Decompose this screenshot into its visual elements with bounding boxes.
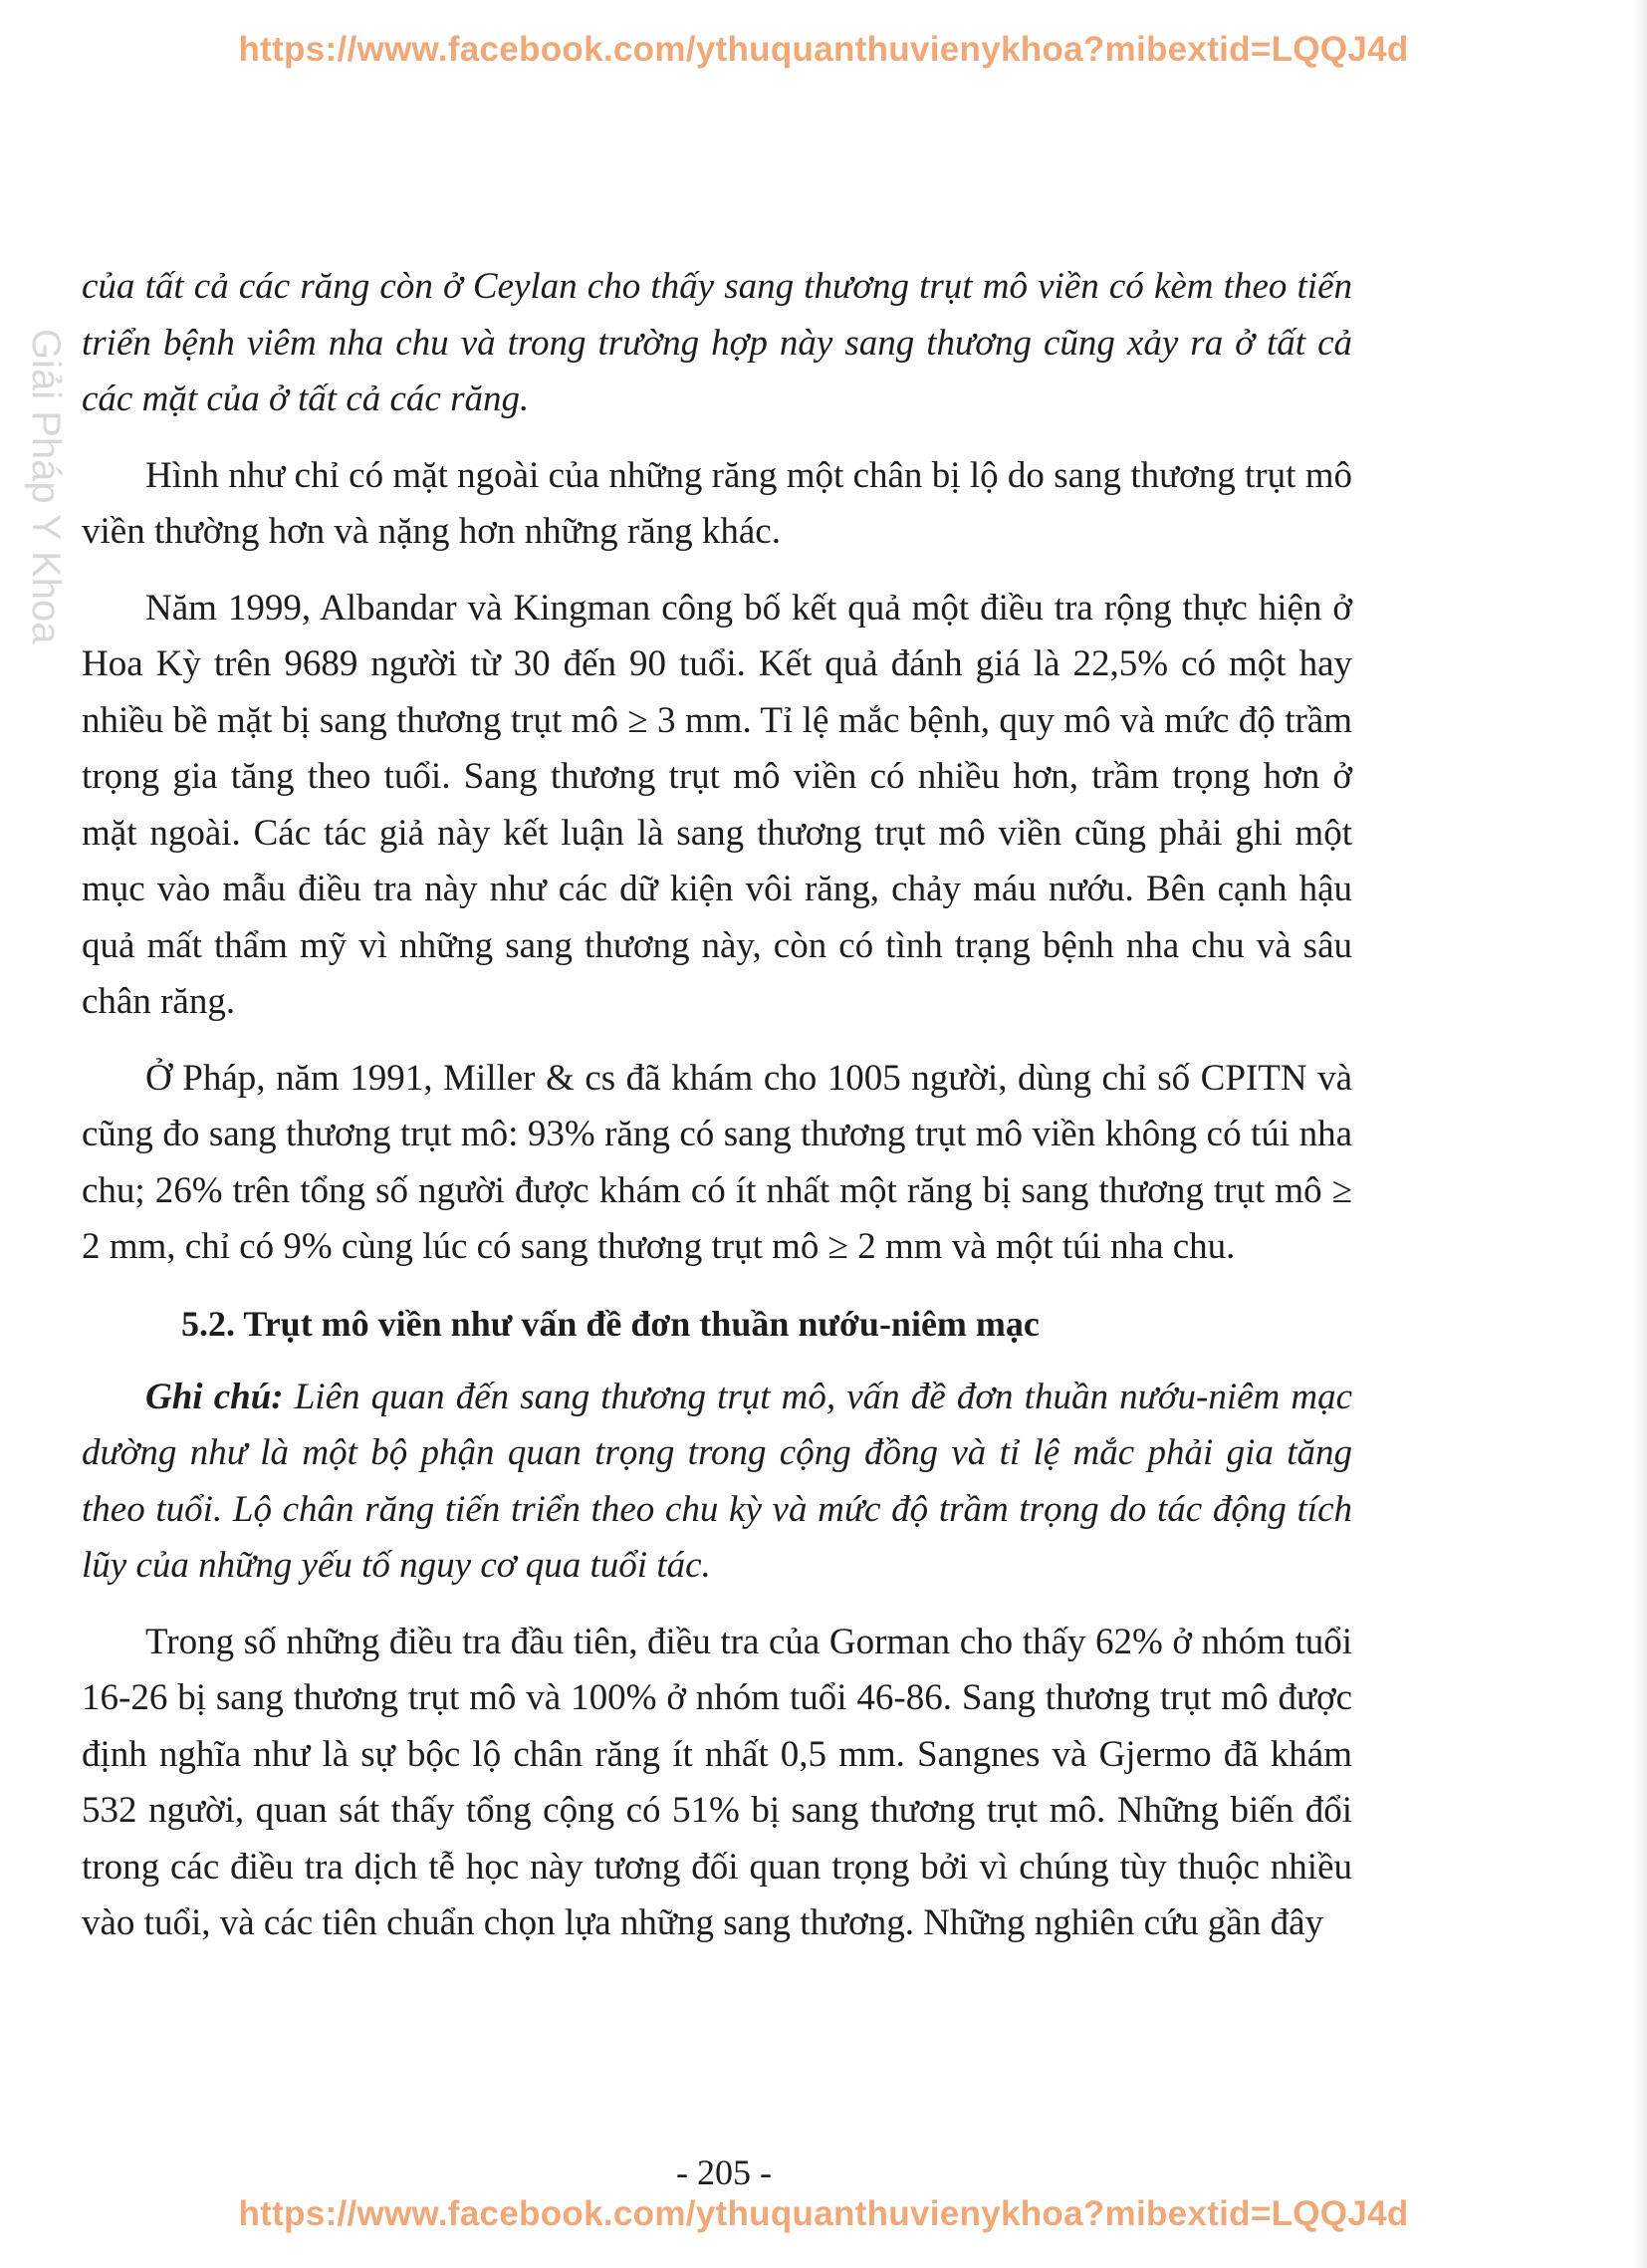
note-text: Liên quan đến sang thương trụt mô, vấn đề đơn thuần nướu-niêm mạc dường như là một bộ phận quan trọng trong cộng đồng và tỉ lệ mắc phải gia tăng theo tuổi. Lộ chân răng tiến triển theo chu kỳ và mức độ trầm trọng do tác động tích lũy của những yếu tố nguy cơ qua tuổi tác. — [82, 1376, 1352, 1586]
page-number: - 205 - — [676, 2152, 772, 2192]
section-heading: 5.2. Trụt mô viền như vấn đề đơn thuần nướu-niêm mạc — [181, 1303, 1040, 1344]
paragraph-facial-surfaces: Hình như chỉ có mặt ngoài của những răng một chân bị lộ do sang thương trụt mô viền thường hơn và nặng hơn những răng khác. — [82, 454, 1352, 552]
paragraph-continuation: của tất cả các răng còn ở Ceylan cho thấy sang thương trụt mô viền có kèm theo tiến triển bệnh viêm nha chu và trong trường hợp này sang thương cũng xảy ra ở tất cả các mặt của ở tất cả các răng. — [82, 266, 1352, 419]
side-watermark: Giải Pháp Y Khoa — [24, 329, 68, 644]
paragraph-albandar-kingman: Năm 1999, Albandar và Kingman công bố kết quả một điều tra rộng thực hiện ở Hoa Kỳ trên 9689 người từ 30 đến 90 tuổi. Kết quả đánh giá là 22,5% có một hay nhiều bề mặt bị sang thương trụt mô ≥ 3 mm. Tỉ lệ mắc bệnh, quy mô và mức độ trầm trọng gia tăng theo tuổi. Sang thương trụt mô viền có nhiều hơn, trầm trọng hơn ở mặt ngoài. Các tác giả này kết luận là sang thương trụt mô viền cũng phải ghi một mục vào mẫu điều tra này như các dữ kiện vôi răng, chảy máu nướu. Bên cạnh hậu quả mất thẩm mỹ vì những sang thương này, còn có tình trạng bệnh nha chu và sâu chân răng. — [82, 587, 1352, 1022]
note-paragraph — [82, 1370, 1352, 1595]
paragraph-gorman-survey: Trong số những điều tra đầu tiên, điều tra của Gorman cho thấy 62% ở nhóm tuổi 16-26 bị sang thương trụt mô và 100% ở nhóm tuổi 46-86. Sang thương trụt mô được định nghĩa như là sự bộc lộ chân răng ít nhất 0,5 mm. Sangnes và Gjermo đã khám 532 người, quan sát thấy tổng cộng có 51% bị sang thương trụt mô. Những biến đổi trong các điều tra dịch tễ học này tương đối quan trọng bởi vì chúng tùy thuộc nhiều vào tuổi, và các tiên chuẩn chọn lựa những sang thương. Những nghiên cứu gần đây — [82, 1621, 1352, 1943]
watermark-url-bottom: https://www.facebook.com/ythuquanthuvienykhoa?mibextid=LQQJ4d — [238, 2194, 1409, 2233]
watermark-url-top: https://www.facebook.com/ythuquanthuvienykhoa?mibextid=LQQJ4d — [238, 30, 1409, 69]
note-label: Ghi chú: — [145, 1376, 284, 1417]
page-edge-shadow — [1633, 0, 1647, 2268]
document-body — [82, 259, 1352, 1972]
paragraph-miller-france: Ở Pháp, năm 1991, Miller & cs đã khám cho 1005 người, dùng chỉ số CPITN và cũng đo sang thương trụt mô: 93% răng có sang thương trụt mô viền không có túi nha chu; 26% trên tổng số người được khám có ít nhất một răng bị sang thương trụt mô ≥ 2 mm, chỉ có 9% cùng lúc có sang thương trụt mô ≥ 2 mm và một túi nha chu. — [82, 1057, 1352, 1267]
